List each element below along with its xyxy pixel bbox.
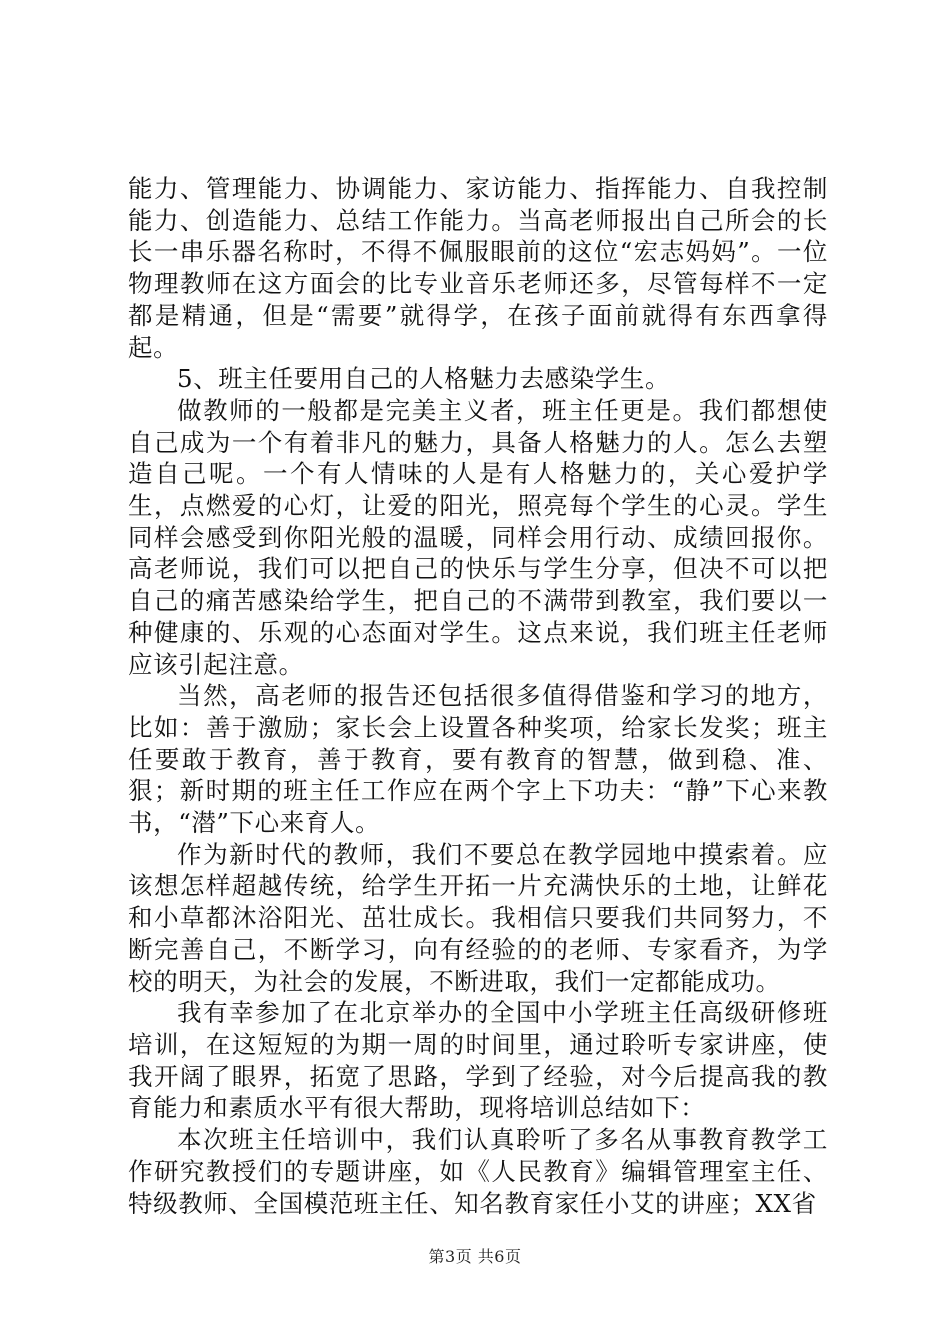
paragraph-personality-charm: 做教师的一般都是完美主义者，班主任更是。我们都想使自己成为一个有着非凡的魅力，具备人格魅力的人。怎么去塑造自己呢。一个有人情味的人是有人格魅力的，关心爱护学生，点燃爱的心灯，让爱的阳光，照亮每个学生的心灵。学生同样会感受到你阳光般的温暖，同样会用行动、成绩回报你。高老师说，我们可以把自己的快乐与学生分享，但决不可以把自己的痛苦感染给学生，把自己的不满带到教室，我们要以一种健康的、乐观的心态面对学生。这点来说，我们班主任老师应该引起注意。 [128, 395, 828, 679]
paragraph-new-era-teacher: 作为新时代的教师，我们不要总在教学园地中摸索着。应该想怎样超越传统，给学生开拓一片充满快乐的土地，让鲜花和小草都沐浴阳光、茁壮成长。我相信只要我们共同努力，不断完善自己，不断学习，向有经验的的老师、专家看齐，为学校的明天，为社会的发展，不断进取，我们一定都能成功。 [128, 839, 828, 996]
section-heading-5: 5、班主任要用自己的人格魅力去感染学生。 [177, 364, 671, 394]
paragraph-training-intro: 我有幸参加了在北京举办的全国中小学班主任高级研修班培训，在这短短的为期一周的时间里，通过聆听专家讲座，使我开阔了眼界，拓宽了思路，学到了经验，对今后提高我的教育能力和素质水平有很大帮助，现将培训总结如下： [128, 998, 828, 1123]
paragraph-abilities-continuation: 能力、管理能力、协调能力、家访能力、指挥能力、自我控制能力、创造能力、总结工作能力。当高老师报出自己所会的长长一串乐器名称时，不得不佩服眼前的这位“宏志妈妈”。一位物理教师在这方面会的比专业音乐老师还多，尽管每样不一定都是精通，但是“需要”就得学，在孩子面前就得有东西拿得起。 [128, 174, 828, 362]
document-body [128, 173, 828, 1219]
page-number-footer: 第3页 共6页 [428, 1247, 522, 1266]
paragraph-report-summary: 当然，高老师的报告还包括很多值得借鉴和学习的地方，比如：善于激励；家长会上设置各种奖项，给家长发奖；班主任要敢于教育，善于教育，要有教育的智慧，做到稳、准、狠；新时期的班主任工作应在两个字上下功夫：“静”下心来教书，“潜”下心来育人。 [128, 681, 828, 838]
paragraph-training-lectures: 本次班主任培训中，我们认真聆听了多名从事教育教学工作研究教授们的专题讲座，如《人民教育》编辑管理室主任、特级教师、全国模范班主任、知名教育家任小艾的讲座；XX省 [128, 1125, 828, 1218]
